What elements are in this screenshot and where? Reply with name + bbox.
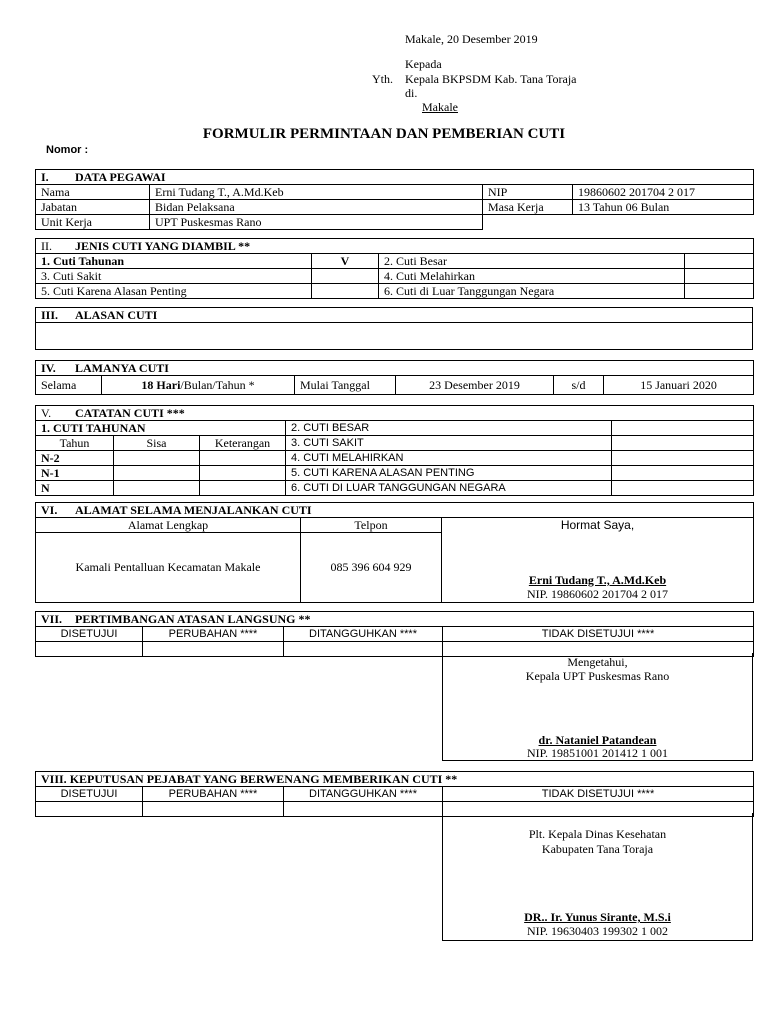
atasan-name: dr. Nataniel Patandean: [538, 733, 657, 747]
atasan-nip: NIP. 19851001 201412 1 001: [526, 746, 668, 760]
nama-label: Nama: [36, 185, 150, 200]
pejabat-name: DR.. Ir. Yunus Sirante, M.S.i: [524, 910, 671, 924]
cuti-luar-tanggungan-check: [685, 284, 754, 299]
atasan-tidak-disetujui: TIDAK DISETUJUI ****: [443, 627, 754, 642]
durasi-value: 18 Hari/Bulan/Tahun *: [102, 376, 295, 395]
catatan-cuti-besar: 2. CUTI BESAR: [286, 421, 612, 436]
unit-kerja-label: Unit Kerja: [36, 215, 150, 230]
nip-value: 19860602 201704 2 017: [573, 185, 754, 200]
section-5-header: V. CATATAN CUTI ***: [36, 406, 754, 421]
alamat-value: Kamali Pentalluan Kecamatan Makale: [36, 533, 301, 603]
section-pertimbangan: [35, 611, 754, 657]
catatan-cuti-alasan-penting: 5. CUTI KARENA ALASAN PENTING: [286, 466, 612, 481]
row-n: N: [36, 481, 114, 496]
place-date: Makale, 20 Desember 2019: [405, 32, 538, 46]
cuti-tahunan-check: V: [312, 254, 379, 269]
unit-kerja-value: UPT Puskesmas Rano: [150, 215, 483, 230]
nomor-label: Nomor :: [46, 144, 89, 156]
catatan-cuti-sakit-value: [612, 436, 754, 451]
recipient: Kepala BKPSDM Kab. Tana Toraja: [405, 72, 577, 86]
section-2-header: II. JENIS CUTI YANG DIAMBIL **: [36, 239, 754, 254]
pejabat-jabatan-1: Plt. Kepala Dinas Kesehatan: [528, 827, 667, 841]
cuti-sakit-check: [312, 269, 379, 284]
sisa-header: Sisa: [114, 436, 200, 451]
alamat-header: Alamat Lengkap: [36, 518, 301, 533]
pejabat-ditangguhkan: DITANGGUHKAN ****: [284, 787, 443, 802]
recipient-city: Makale: [422, 100, 458, 114]
pejabat-nip: NIP. 19630403 199302 1 002: [526, 924, 668, 938]
signature-pejabat: [442, 813, 753, 941]
section-4-header: IV. LAMANYA CUTI: [36, 361, 754, 376]
cuti-sakit-option: 3. Cuti Sakit: [36, 269, 312, 284]
atasan-disetujui: DISETUJUI: [36, 627, 143, 642]
section-8-header: VIII. KEPUTUSAN PEJABAT YANG BERWENANG MEMBERIKAN CUTI **: [36, 772, 754, 787]
section-7-header: VII. PERTIMBANGAN ATASAN LANGSUNG **: [36, 612, 754, 627]
catatan-cuti-melahirkan: 4. CUTI MELAHIRKAN: [286, 451, 612, 466]
cuti-melahirkan-check: [685, 269, 754, 284]
row-n1: N-1: [36, 466, 114, 481]
section-catatan-cuti: [35, 405, 754, 496]
catatan-cuti-besar-value: [612, 421, 754, 436]
pejabat-perubahan: PERUBAHAN ****: [143, 787, 284, 802]
cuti-alasan-penting-check: [312, 284, 379, 299]
alasan-cuti-field: [36, 323, 753, 350]
section-keputusan: [35, 771, 754, 817]
mulai-tanggal-label: Mulai Tanggal: [295, 376, 396, 395]
telpon-value: 085 396 604 929: [301, 533, 442, 603]
section-alasan-cuti: [35, 307, 753, 350]
signer-name: Erni Tudang T., A.Md.Keb: [528, 573, 667, 587]
tahun-header: Tahun: [36, 436, 114, 451]
section-jenis-cuti: [35, 238, 754, 299]
jabatan-label: Jabatan: [36, 200, 150, 215]
cuti-tahunan-option: 1. Cuti Tahunan: [36, 254, 312, 269]
telpon-header: Telpon: [301, 518, 442, 533]
yth-label: Yth.: [372, 72, 393, 86]
pejabat-disetujui: DISETUJUI: [36, 787, 143, 802]
empty-cell: [483, 215, 754, 230]
signer-nip: NIP. 19860602 201704 2 017: [527, 587, 669, 601]
masa-kerja-label: Masa Kerja: [483, 200, 573, 215]
cuti-luar-tanggungan-option: 6. Cuti di Luar Tanggungan Negara: [379, 284, 685, 299]
sd-label: s/d: [554, 376, 604, 395]
catatan-cuti-melahirkan-value: [612, 451, 754, 466]
section-alamat: [35, 502, 754, 603]
catatan-cuti-tahunan: 1. CUTI TAHUNAN: [36, 421, 286, 436]
hormat-saya: Hormat Saya,: [560, 518, 635, 532]
atasan-jabatan: Kepala UPT Puskesmas Rano: [525, 669, 670, 683]
cuti-alasan-penting-option: 5. Cuti Karena Alasan Penting: [36, 284, 312, 299]
cuti-besar-option: 2. Cuti Besar: [379, 254, 685, 269]
catatan-cuti-sakit: 3. CUTI SAKIT: [286, 436, 612, 451]
cuti-besar-check: [685, 254, 754, 269]
catatan-cuti-luar-tanggungan-value: [612, 481, 754, 496]
signature-pemohon: [442, 518, 754, 603]
tanggal-mulai: 23 Desember 2019: [396, 376, 554, 395]
cuti-melahirkan-option: 4. Cuti Melahirkan: [379, 269, 685, 284]
catatan-cuti-luar-tanggungan: 6. CUTI DI LUAR TANGGUNGAN NEGARA: [286, 481, 612, 496]
pejabat-tidak-disetujui: TIDAK DISETUJUI ****: [443, 787, 754, 802]
row-n2: N-2: [36, 451, 114, 466]
keterangan-header: Keterangan: [200, 436, 286, 451]
mengetahui-label: Mengetahui,: [567, 655, 628, 669]
section-lamanya-cuti: [35, 360, 754, 395]
nip-label: NIP: [483, 185, 573, 200]
pejabat-jabatan-2: Kabupaten Tana Toraja: [541, 842, 654, 856]
catatan-cuti-alasan-penting-value: [612, 466, 754, 481]
masa-kerja-value: 13 Tahun 06 Bulan: [573, 200, 754, 215]
di-label: di.: [405, 86, 418, 100]
kepada-label: Kepada: [405, 57, 442, 71]
section-data-pegawai: [35, 169, 754, 230]
section-1-header: I. DATA PEGAWAI: [36, 170, 754, 185]
signature-atasan: [442, 653, 753, 761]
form-title: FORMULIR PERMINTAAN DAN PEMBERIAN CUTI: [202, 126, 566, 142]
selama-label: Selama: [36, 376, 102, 395]
atasan-ditangguhkan: DITANGGUHKAN ****: [284, 627, 443, 642]
jabatan-value: Bidan Pelaksana: [150, 200, 483, 215]
nama-value: Erni Tudang T., A.Md.Keb: [150, 185, 483, 200]
atasan-perubahan: PERUBAHAN ****: [143, 627, 284, 642]
tanggal-selesai: 15 Januari 2020: [604, 376, 754, 395]
section-6-header: VI. ALAMAT SELAMA MENJALANKAN CUTI: [36, 503, 754, 518]
section-3-header: III. ALASAN CUTI: [36, 308, 753, 323]
